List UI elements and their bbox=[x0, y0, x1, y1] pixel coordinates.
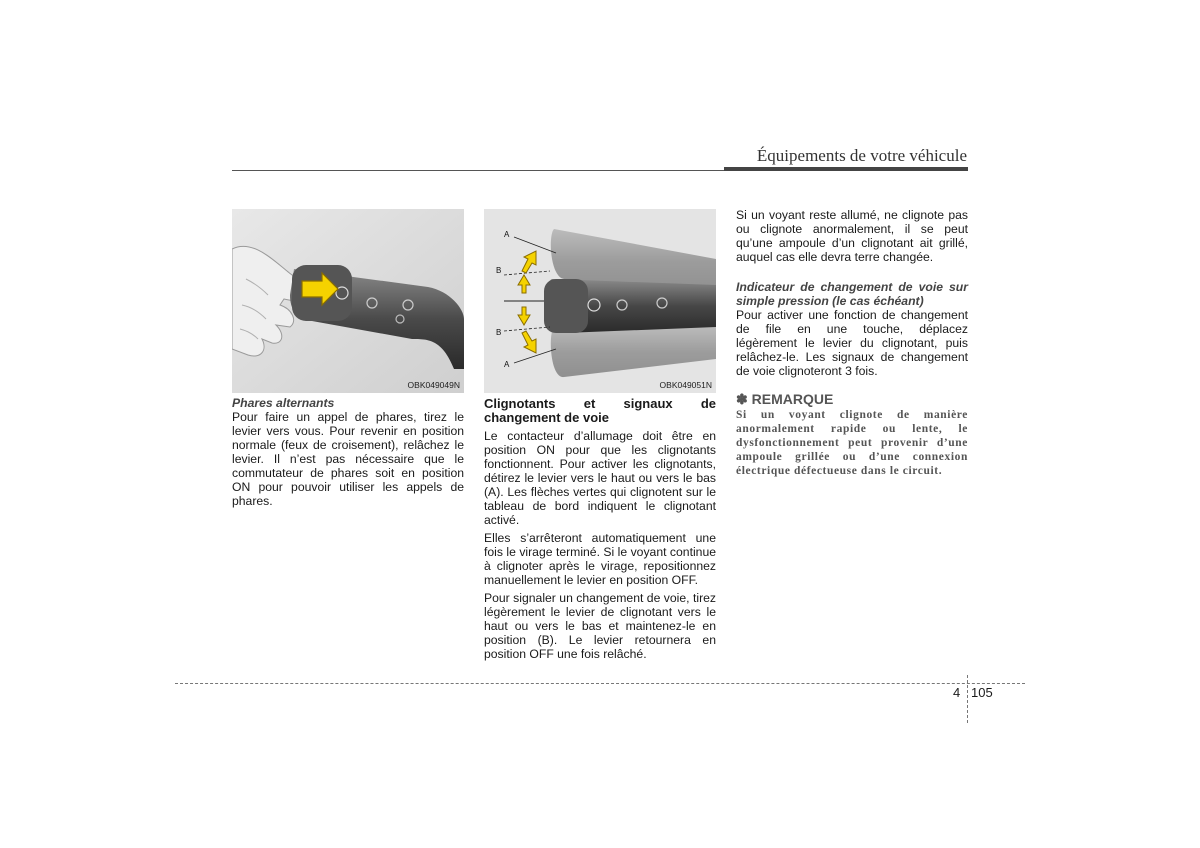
paragraph-clignotants-1: Le contacteur d’allumage doit être en position ON pour que les clignotants fonctionnent. Pour activer les clignotants, détirez le levier vers le haut ou vers le bas (A). Les flèches vertes qui clignotent sur le tableau de bord indiquent le clignotant activé. bbox=[484, 429, 716, 527]
page-number: 105 bbox=[971, 685, 993, 700]
footer-rule bbox=[175, 683, 1025, 684]
label-a-top: A bbox=[504, 230, 510, 239]
header-rule bbox=[232, 170, 724, 171]
label-b-top: B bbox=[496, 266, 502, 275]
figure-code: OBK049049N bbox=[407, 380, 460, 390]
paragraph-voyant: Si un voyant reste allumé, ne clignote pas ou clignote anormalement, il se peut qu’une ampoule d’un clignotant ait grillé, auquel cas elle devra terre changée. bbox=[736, 208, 968, 264]
turn-signal-illustration bbox=[484, 209, 716, 393]
chapter-number: 4 bbox=[953, 685, 961, 700]
paragraph-indicateur: Pour activer une fonction de changement de file en une touche, déplacez légèrement le levier du clignotant, puis relâchez-le. Les signaux de changement de voie clignoteront 3 fois. bbox=[736, 308, 968, 378]
label-b-bottom: B bbox=[496, 328, 502, 337]
label-a-bottom: A bbox=[504, 360, 510, 369]
header-rule-accent bbox=[724, 167, 968, 171]
figure-code: OBK049051N bbox=[659, 380, 712, 390]
paragraph-phares: Pour faire un appel de phares, tirez le levier vers vous. Pour revenir en position normale (feux de croisement), relâchez le levier. Il n’est pas nécessaire que le commutateur de phares soit en position ON pour pouvoir utiliser les appels de phares. bbox=[232, 410, 464, 508]
heading-clignotants: Clignotants et signaux de changement de voie bbox=[484, 396, 716, 425]
column-2 bbox=[484, 397, 716, 665]
subheading-phares-alternants: Phares alternants bbox=[232, 396, 335, 410]
remark-text: Si un voyant clignote de manière anormalement rapide ou lente, le dysfonctionnement peut provenir d’une ampoule grillée ou d’une connexion électrique défectueuse dans le circuit. bbox=[736, 409, 968, 477]
column-1 bbox=[232, 396, 464, 512]
figure-flasher-lever bbox=[232, 209, 464, 393]
remark-title: ✽ REMARQUE bbox=[736, 391, 834, 407]
page-header-title: Équipements de votre véhicule bbox=[756, 146, 967, 165]
column-3 bbox=[736, 208, 968, 478]
footer-divider bbox=[967, 675, 968, 723]
subheading-indicateur: Indicateur de changement de voie sur simple pression (le cas échéant) bbox=[736, 280, 968, 308]
figure-turn-signal-lever bbox=[484, 209, 716, 393]
flasher-lever-illustration bbox=[232, 209, 464, 393]
paragraph-clignotants-3: Pour signaler un changement de voie, tirez légèrement le levier de clignotant vers le haut ou vers le bas et maintenez-le en position (B). Le levier retournera en position OFF une fois relâché. bbox=[484, 591, 716, 661]
paragraph-clignotants-2: Elles s’arrêteront automatiquement une fois le virage terminé. Si le voyant continue à clignoter après le virage, repositionnez manuellement le levier en position OFF. bbox=[484, 531, 716, 587]
